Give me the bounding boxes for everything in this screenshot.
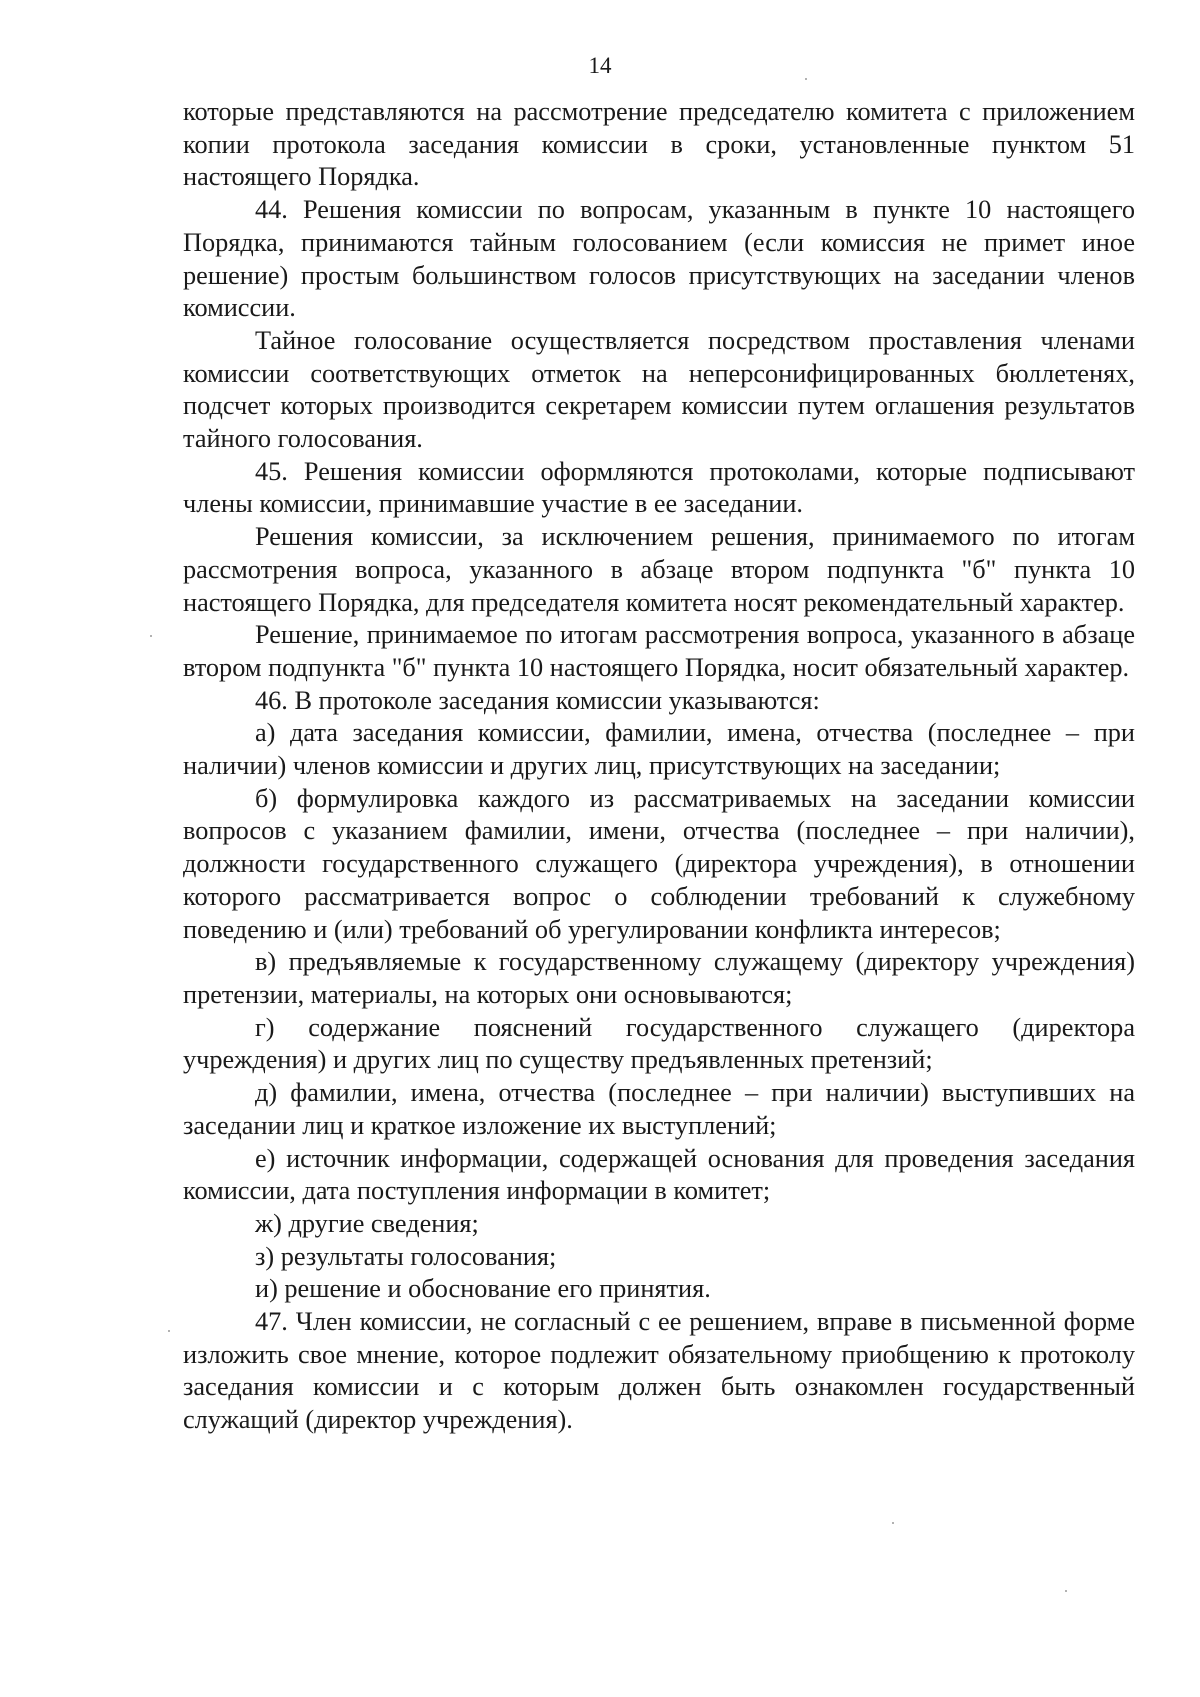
list-item-46-g: г) содержание пояснений государственного служащего (директора учреждения) и других лиц по существу предъявленных претензий; — [183, 1012, 1135, 1075]
page-number: 14 — [588, 53, 612, 78]
scan-speck — [1065, 1590, 1067, 1592]
list-item-46-d: д) фамилии, имена, отчества (последнее – при наличии) выступивших на заседании лиц и краткое изложение их выступлений; — [183, 1078, 1135, 1140]
paragraph-44: 44. Решения комиссии по вопросам, указанным в пункте 10 настоящего Порядка, принимаются тайным голосованием (если комиссия не примет иное решение) простым большинством голосов присутствующих на заседании членов комиссии. — [183, 195, 1135, 323]
list-item-46-b: б) формулировка каждого из рассматриваемых на заседании комиссии вопросов с указанием фамилии, имени, отчества (последнее – при наличии), должности государственного служащего (директора учреждения), в отношении которого рассматривается вопрос о соблюдении требований к служебному поведению и (или) требований об урегулировании конфликта интересов; — [183, 783, 1135, 944]
paragraph-44-secret-vote: Тайное голосование осуществляется посредством проставления членами комиссии соответствующих отметок на неперсонифицированных бюллетенях, подсчет которых производится секретарем комиссии путем оглашения результатов тайного голосования. — [183, 325, 1135, 454]
list-item-46-z: з) результаты голосования; — [255, 1241, 557, 1271]
paragraph-45-recommendatory: Решения комиссии, за исключением решения, принимаемого по итогам рассмотрения вопроса, указанного в абзаце втором подпункта "б" пункта 10 настоящего Порядка, для председателя комитета носят рекомендательный характер. — [183, 522, 1135, 617]
scan-speck — [892, 1522, 894, 1524]
paragraph-45: 45. Решения комиссии оформляются протоколами, которые подписывают члены комиссии, принимавшие участие в ее заседании. — [183, 456, 1135, 519]
paragraph-continuation: которые представляются на рассмотрение председателю комитета с приложением копии протокола заседания комиссии в сроки, установленные пунктом 51 настоящего Порядка. — [183, 97, 1135, 192]
list-item-46-v: в) предъявляемые к государственному служащему (директору учреждения) претензии, материалы, на которых они основываются; — [183, 947, 1135, 1009]
scan-speck — [168, 1330, 170, 1332]
list-item-46-i: и) решение и обоснование его принятия. — [255, 1274, 711, 1304]
paragraph-47: 47. Член комиссии, не согласный с ее решением, вправе в письменной форме изложить свое мнение, которое подлежит обязательному приобщению к протоколу заседания комиссии и с которым должен быть ознакомлен государственный служащий (директор учреждения). — [183, 1307, 1135, 1435]
document-body — [183, 96, 1135, 1437]
scan-speck — [150, 635, 152, 637]
list-item-46-e: е) источник информации, содержащей основания для проведения заседания комиссии, дата поступления информации в комитет; — [183, 1143, 1135, 1206]
scan-speck — [805, 78, 807, 80]
paragraph-45-mandatory: Решение, принимаемое по итогам рассмотрения вопроса, указанного в абзаце втором подпункта "б" пункта 10 настоящего Порядка, носит обязательный характер. — [183, 620, 1135, 682]
list-item-46-a: а) дата заседания комиссии, фамилии, имена, отчества (последнее – при наличии) членов комиссии и других лиц, присутствующих на заседании; — [183, 718, 1135, 781]
list-item-46-zh: ж) другие сведения; — [255, 1208, 479, 1238]
paragraph-46: 46. В протоколе заседания комиссии указываются: — [255, 685, 820, 715]
